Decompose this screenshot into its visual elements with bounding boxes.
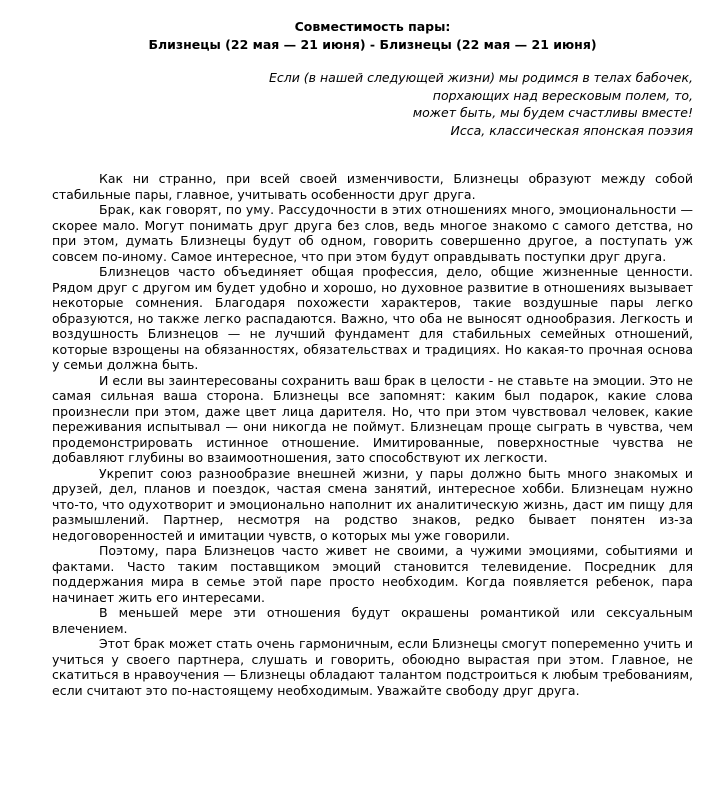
title-line-1: Совместимость пары: xyxy=(294,19,451,34)
paragraph: Близнецов часто объединяет общая профессия, дело, общие жизненные ценности. Рядом друг с другом им будет удобно и хорошо, но духовное развитие в отношениях вызывает некоторые сомнения. Благодаря похожести характеров, такие воздушные пары легко образуются, но также легко распадаются. Важно, что оба не выносят однообразия. Легкость и воздушность Близнецов — не лучший фундамент для стабильных семейных отношений, которые взрощены на обязанностях, обязательствах и традициях. Но какая-то прочная основа у семьи должна быть. xyxy=(52,264,693,372)
paragraph: Поэтому, пара Близнецов часто живет не своими, а чужими эмоциями, событиями и фактами. Часто таким поставщиком эмоций становится телевидение. Посредник для поддержания мира в семье этой паре просто необходим. Когда появляется ребенок, пара начинает жить его интересами. xyxy=(52,543,693,605)
page-title xyxy=(52,0,693,54)
paragraph: И если вы заинтересованы сохранить ваш брак в целости - не ставьте на эмоции. Это не самая сильная ваша сторона. Близнецы все запомнят: каким был подарок, какие слова произнесли при этом, даже цвет лица дарителя. Но, что при этом чувствовал человек, какие переживания испытывал — они никогда не поймут. Близнецам проще сыграть в чувства, чем продемонстрировать истинное отношение. Имитированные, поверхностные чувства не добавляют глубины во взаимоотношения, зато способствуют их легкости. xyxy=(52,372,693,465)
epigraph xyxy=(52,69,693,139)
epigraph-line: Если (в нашей следующей жизни) мы родимся в телах бабочек, xyxy=(268,70,693,85)
epigraph-line: порхающих над вересковым полем, то, xyxy=(432,87,693,103)
paragraph: Этот брак может стать очень гармоничным, если Близнецы смогут попеременно учить и учиться у своего партнера, слушать и говорить, обоюдно вырастая при этом. Главное, не скатиться в нравоучения — Близнецы обладают талантом подстроиться к любым требованиям, если считают это по-настоящему необходимым. Уважайте свободу друг друга. xyxy=(52,636,693,698)
paragraph: Укрепит союз разнообразие внешней жизни, у пары должно быть много знакомых и друзей, дел, планов и поездок, частая смена занятий, интересное хобби. Близнецам нужно что-то, что одухотворит и эмоционально наполнит их аналитическую жизнь, даст им пищу для размышлений. Партнер, несмотря на родство знаков, редко бывает понятен из-за недоговоренностей и имитации чувств, о которых мы уже говорили. xyxy=(52,465,693,543)
epigraph-attribution: Исса, классическая японская поэзия xyxy=(450,122,693,138)
paragraph: Брак, как говорят, по уму. Рассудочности в этих отношениях много, эмоциональности — скорее мало. Могут понимать друг друга без слов, ведь многое знакомо с самого детства, но при этом, думать Близнецы будут об одном, говорить совершенно другое, а поступать уж совсем по-иному. Самое интересное, что при этом будут оправдывать поступки друг друга. xyxy=(52,202,693,264)
paragraph: Как ни странно, при всей своей изменчивости, Близнецы образуют между собой стабильные пары, главное, учитывать особенности друг друга. xyxy=(52,171,693,202)
epigraph-line: может быть, мы будем счастливы вместе! xyxy=(412,105,693,120)
paragraph: В меньшей мере эти отношения будут окрашены романтикой или сексуальным влечением. xyxy=(52,605,693,636)
title-line-2: Близнецы (22 мая — 21 июня) - Близнецы (22 мая — 21 июня) xyxy=(148,37,597,52)
article-body xyxy=(52,171,693,698)
